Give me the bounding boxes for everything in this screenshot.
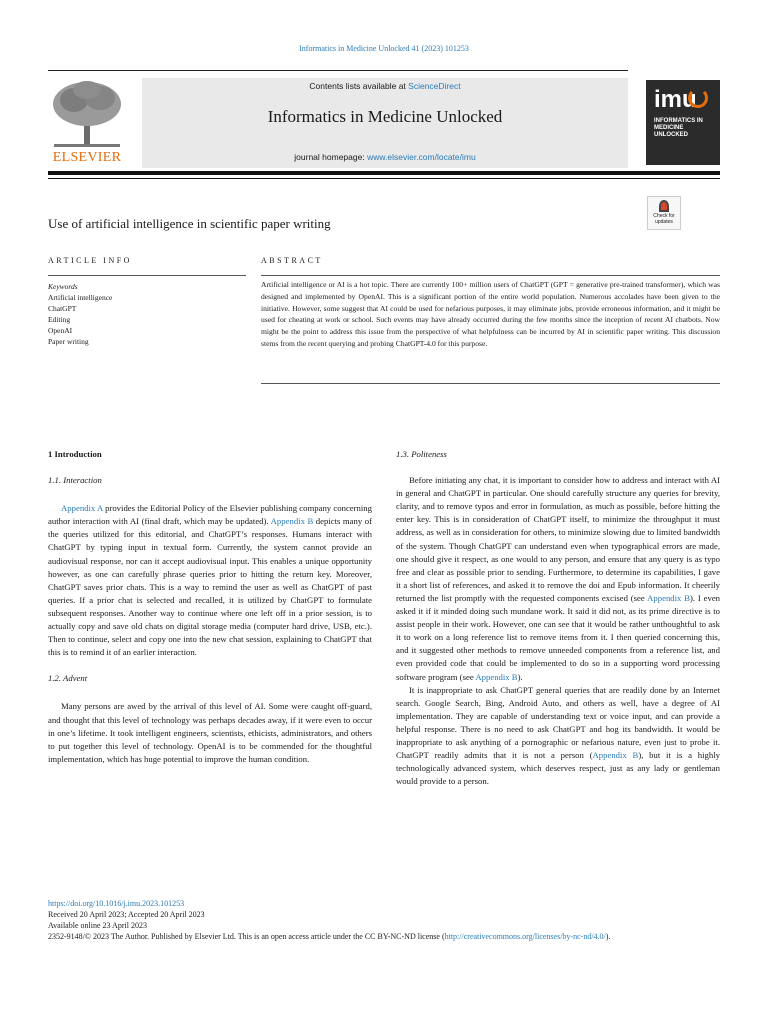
article-info-rule <box>48 275 246 276</box>
journal-title: Informatics in Medicine Unlocked <box>267 107 503 126</box>
bookmark-icon <box>659 200 669 212</box>
keyword: Paper writing <box>48 337 89 346</box>
keywords-list <box>48 281 238 347</box>
section-heading: 1 Introduction <box>48 449 102 459</box>
subsection-heading: 1.3. Politeness <box>396 449 447 459</box>
cover-logo: imu <box>654 86 697 113</box>
appendix-b-link[interactable]: Appendix B <box>475 671 518 682</box>
article-info-heading: ARTICLE INFO <box>48 256 132 265</box>
cover-subtitle: INFORMATICS IN MEDICINE UNLOCKED <box>654 118 703 138</box>
abstract-rule <box>261 275 720 276</box>
contents-line: Contents lists available at ScienceDirect <box>309 81 461 91</box>
elsevier-logo <box>48 78 126 168</box>
doi-link[interactable]: https://doi.org/10.1016/j.imu.2023.101253 <box>48 899 185 908</box>
header-rule <box>48 70 628 71</box>
left-column <box>48 448 372 766</box>
sciencedirect-link[interactable]: ScienceDirect <box>408 81 461 91</box>
header-thin-rule <box>48 178 720 179</box>
license-text: 2352-9148/© 2023 The Author. Published by Elsevier Ltd. This is an open access article under the CC BY-NC-ND license (http://creativecommons.org/licenses/by-nc-nd/4.0/). <box>48 932 611 941</box>
article-title: Use of artificial intelligence in scientific paper writing <box>48 216 331 231</box>
paragraph: Before initiating any chat, it is important to consider how to address and interact with AI in general and ChatGPT in particular. One should carefully structure any queries for brevity, clarity, and to remove typos and error in formulation, as much as possible, before hitting the enter key. This is in consideration of ChatGPT itself, to minimize the throughput it must address, as well as in consideration for others, to minimize slowing due to limited bandwidth of the system. Though ChatGPT can understand even when typographical errors are made, one should give it respect, as one would to any person, and ensure that any query is as typo free and clear as possible prior to sending. Furthermore, to determine its capabilities, I gave it a short list of references, and asked it to remove the doi and Epub information. It cheerily returned the list promptly with the requested components excised (see Appendix B). I even asked it if it minded doing such mundane work. It said it did not, as its prime directive is to assist people in their work. However, one can see that it would be rather unthoughtful to ask it to work on a long reference list to remove items from it. I then queried concerning this, and it suggested other methods to remove unneeded components from a reference list, and even provided code that could be implemented to do so in a supporting word processing software program (see Appendix B). <box>396 475 721 682</box>
keyword: Artificial intelligence <box>48 293 113 302</box>
appendix-a-link[interactable]: Appendix A <box>61 503 103 514</box>
subsection-heading: 1.2. Advent <box>48 673 88 684</box>
abstract-bottom-rule <box>261 383 720 384</box>
abstract-text: Artificial intelligence or AI is a hot topic. There are currently 100+ million users of ChatGPT (GPT = generative pre-trained transformer), which was designed and implemented by OpenAI. This is a significant portion of the entire world population. Numerous accolades have been given to the initiative. However, some suggest that AI could be used for nefarious purposes, it may eliminate jobs, provide erroneous information, and it might be used for cheating at work or school. Such events may have already occurred during the few months since the inception of recent AI chatbots. Now might be the point to address this issue from the perspective of what helpfulness can be incurred by AI in scientific paper writing. This discussion stems from the recent querying and probing ChatGPT-4.0 for this purpose. <box>261 280 720 348</box>
keyword: ChatGPT <box>48 304 77 313</box>
subsection-heading: 1.1. Interaction <box>48 475 102 486</box>
homepage-link[interactable]: www.elsevier.com/locate/imu <box>367 152 476 162</box>
journal-reference[interactable]: Informatics in Medicine Unlocked 41 (2023) 101253 <box>299 44 469 53</box>
keyword: OpenAI <box>48 326 73 335</box>
paragraph: Appendix A provides the Editorial Policy of the Elsevier publishing company concerning author interaction with AI (final draft, which may be updated). Appendix B depicts many of the queries utilized for this editorial, and ChatGPT’s responses. Humans interact with ChatGPT by typing input in textual form. Currently, the system cannot provide an audiovisual response, nor can it accept audiovisual input. This enables a unique opportunity however, as one can carefully phrase queries prior to hitting the return key. Moreover, ChatGPT saves prior chats. This is a way to remind the user as well as ChatGPT of past queries. If a prior chat is selected and recalled, it is utilized by ChatGPT to formulate subsequent responses. Another way to continue where one left off in a prior session, is to actually copy and save old chats on digital storage media (computer hard drive, USB, etc.). Then to continue, select and copy one into the new chat session, explaining to ChatGPT that this is to remind it of an earlier interaction. <box>48 503 372 658</box>
cover-swirl-icon <box>688 88 708 108</box>
journal-homepage: journal homepage: www.elsevier.com/locate/imu <box>294 152 476 162</box>
publisher-name: ELSEVIER <box>52 150 122 165</box>
paragraph: It is inappropriate to ask ChatGPT general queries that are readily done by an Internet search. Google Search, Bing, Android Auto, and others as well, have a degree of AI implementation. They are capable of understanding text or voice input, and can provide a helpful response. There is no need to ask ChatGPT and hog its bandwidth. It would be inappropriate to ask anything of a pornographic or nefarious nature, even just to probe it. ChatGPT readily admits that it is not a person (Appendix B), but it is a highly technologically advanced system, which deserves respect, just as any lady or gentleman would provide to a person. <box>396 684 720 787</box>
received-dates: Received 20 April 2023; Accepted 20 April 2023 <box>48 910 205 919</box>
available-date: Available online 23 April 2023 <box>48 921 147 930</box>
footer <box>48 898 720 942</box>
appendix-b-link[interactable]: Appendix B <box>270 516 314 527</box>
header-thick-rule <box>48 171 720 175</box>
appendix-b-link[interactable]: Appendix B <box>647 592 691 603</box>
abstract-heading: ABSTRACT <box>261 256 323 265</box>
appendix-b-link[interactable]: Appendix B <box>592 750 639 761</box>
right-column <box>396 448 720 788</box>
journal-cover <box>646 80 720 165</box>
keywords-label: Keywords <box>48 282 78 291</box>
paragraph: Many persons are awed by the arrival of this level of AI. Some were caught off-guard, and thought that this level of technology was perhaps decades away, if it were even to occur in one’s lifetime. It took intelligent engineers, scientists, ethicists, administrators, and others to put together this level of technology. OpenAI is to be commended for the thoughtful implementation, which has huge potential to improve the human condition. <box>48 701 372 764</box>
license-link[interactable]: http://creativecommons.org/licenses/by-nc-nd/4.0/ <box>444 932 606 941</box>
check-for-updates-badge[interactable]: Check for updates <box>647 196 681 230</box>
tree-icon <box>48 78 126 152</box>
keyword: Editing <box>48 315 71 324</box>
